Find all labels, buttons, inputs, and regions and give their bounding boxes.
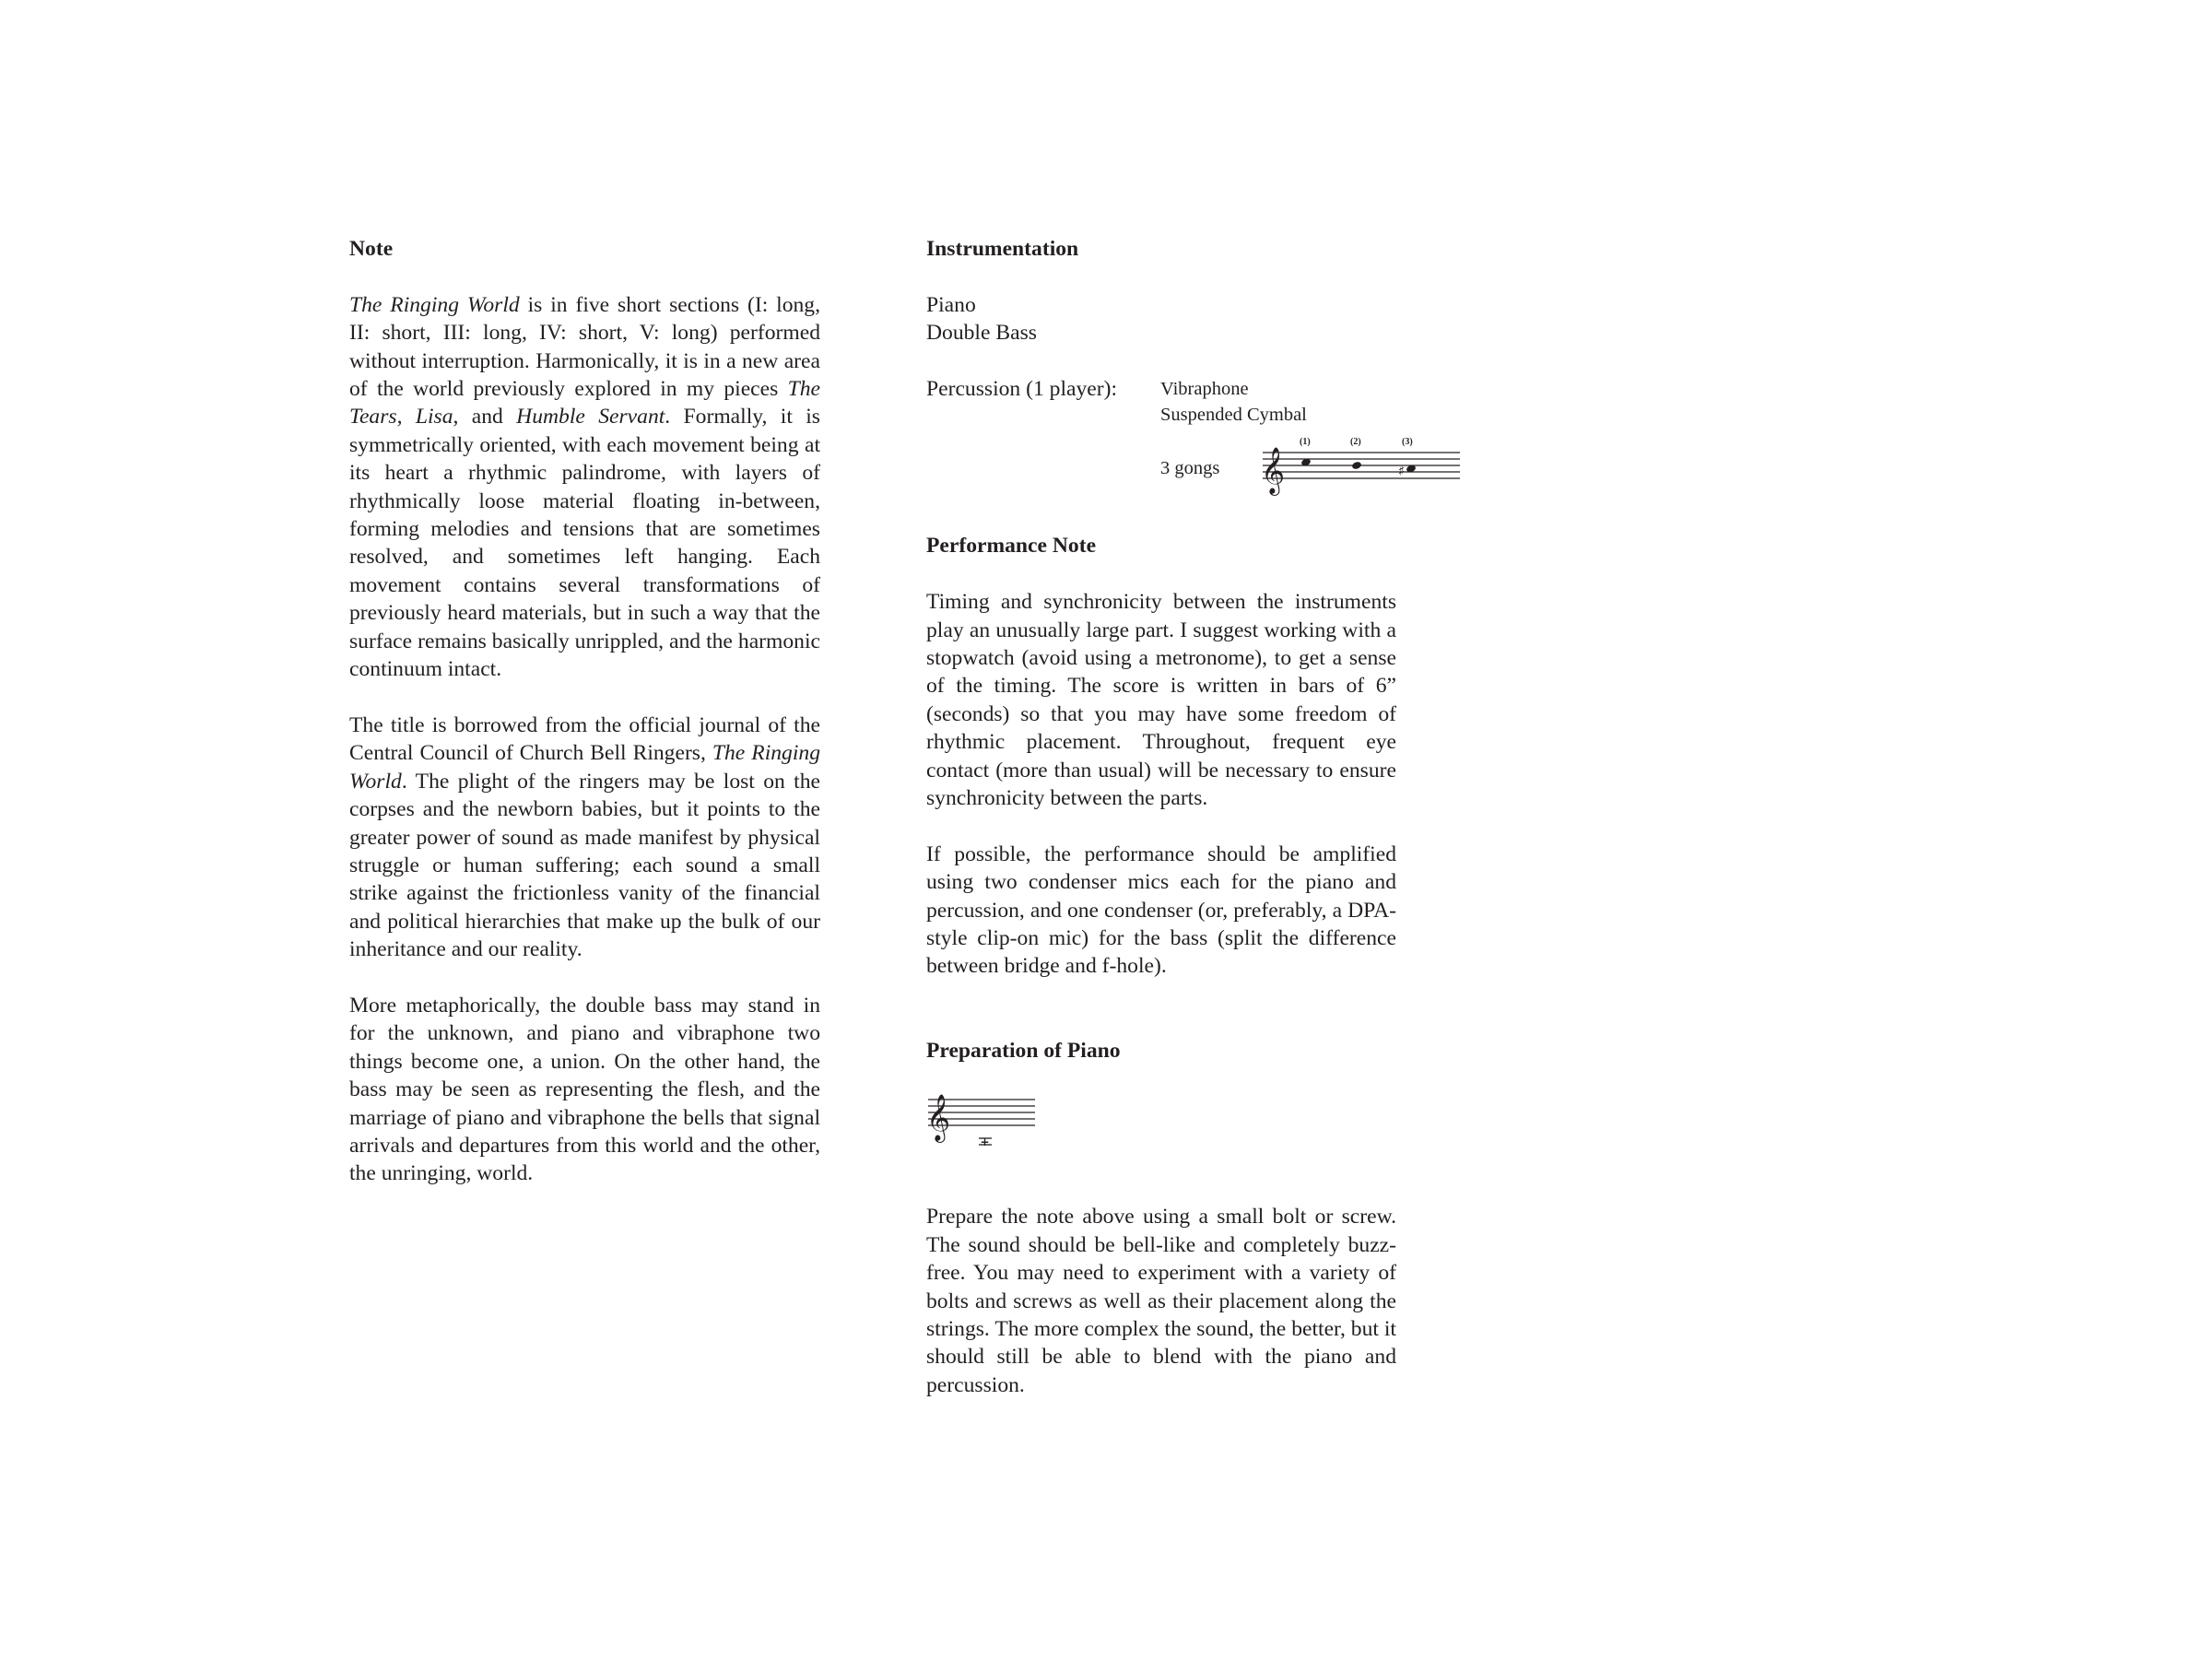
performance-note-heading: Performance Note bbox=[926, 534, 1097, 559]
gongs-staff bbox=[1253, 427, 1465, 502]
related-work: Humble Servant bbox=[516, 405, 665, 429]
related-works: The Tears, Lisa bbox=[349, 377, 820, 429]
treble-clef-icon: 𝄞 bbox=[1261, 447, 1286, 494]
instrument-double-bass: Double Bass bbox=[926, 321, 1037, 346]
preparation-staff-block bbox=[926, 1065, 1396, 1175]
note-paragraph-3: More metaphorically, the double bass may stand in for the unknown, and piano and vibraphone two things become one, a union. On the other hand, the bass may be seen as representing the flesh, and the marriage of piano and vibraphone the bells that signal arrivals and departures from this world and the other, the unringing, world. bbox=[349, 993, 820, 1186]
performance-paragraph-2: If possible, the performance should be amplified using two condenser mics each for the piano and percussion, and one condenser (or, preferably, a DPA-style clip-on mic) for the bass (split the difference between bridge and f-hole). bbox=[926, 841, 1396, 979]
instrument-piano: Piano bbox=[926, 292, 976, 317]
note-paragraph-2: The title is borrowed from the official journal of the Central Council of Church Bell Ringers, The Ringing World. The plight of the ringers may be lost on the corpses and the newborn babies, but it points to the greater power of sound as made manifest by physical struggle or human suffering; each sound a small strike against the frictionless vanity of the financial and political hierarchies that make up the bulk of our inheritance and our reality. bbox=[349, 712, 820, 962]
gong-note-2 bbox=[1351, 461, 1362, 470]
preparation-heading: Preparation of Piano bbox=[926, 1038, 1121, 1063]
performance-paragraph-1: Timing and synchronicity between the instruments play an unusually large part. I suggest working with a stopwatch (avoid using a metronome), to get a sense of the timing. The score is written in bars of 6” (seconds) so that you may have some freedom of rhythmic placement. Throughout, frequent eye contact (more than usual) will be necessary to ensure synchronicity between the parts. bbox=[926, 590, 1396, 811]
note-heading: Note bbox=[349, 237, 394, 261]
instrumentation-heading: Instrumentation bbox=[926, 237, 1079, 261]
preparation-paragraph: Prepare the note above using a small bolt or screw. The sound should be bell-like and completely buzz-free. You may need to experiment with a variety of bolts and screws as well as their placement along the strings. The more complex the sound, the better, but it should still be able to blend with the piano and percussion. bbox=[926, 1205, 1396, 1397]
instrumentation-column bbox=[926, 235, 1413, 1399]
prepared-note-marker-icon: + bbox=[980, 1135, 990, 1149]
work-title: The Ringing World bbox=[349, 292, 520, 317]
treble-clef-icon: 𝄞 bbox=[926, 1094, 951, 1142]
instrument-vibraphone: Vibraphone bbox=[1160, 379, 1249, 399]
percussion-label: Percussion (1 player): bbox=[926, 377, 1118, 401]
note-column bbox=[349, 235, 820, 1188]
gong-number-3: (3) bbox=[1402, 437, 1413, 447]
percussion-block bbox=[926, 375, 1413, 504]
instrument-suspended-cymbal: Suspended Cymbal bbox=[1160, 404, 1307, 425]
sharp-icon: ♯ bbox=[1398, 463, 1406, 479]
gong-number-1: (1) bbox=[1300, 437, 1311, 447]
staff-lines bbox=[1263, 453, 1460, 478]
gong-number-2: (2) bbox=[1350, 437, 1361, 447]
gongs-label: 3 gongs bbox=[1160, 458, 1220, 478]
percussion-list bbox=[1160, 377, 1307, 428]
preparation-staff bbox=[926, 1085, 1046, 1159]
journal-title: The Ringing World bbox=[349, 741, 820, 794]
note-paragraph-1: The Ringing World is in five short sections (I: long, II: short, III: long, IV: short, V: long) performed without interruption. Harmonically, it is in a new area of the world previously explored in my pieces The Tears, Lisa, and Humble Servant. Formally, it is symmetrically oriented, with each movement being at its heart a rhythmic palindrome, with layers of rhythmically loose material floating in-between, forming melodies and tensions that are sometimes resolved, and sometimes left hanging. Each movement contains several transformations of previously heard materials, but in such a way that the surface remains basically unrippled, and the harmonic continuum intact. bbox=[349, 292, 821, 682]
